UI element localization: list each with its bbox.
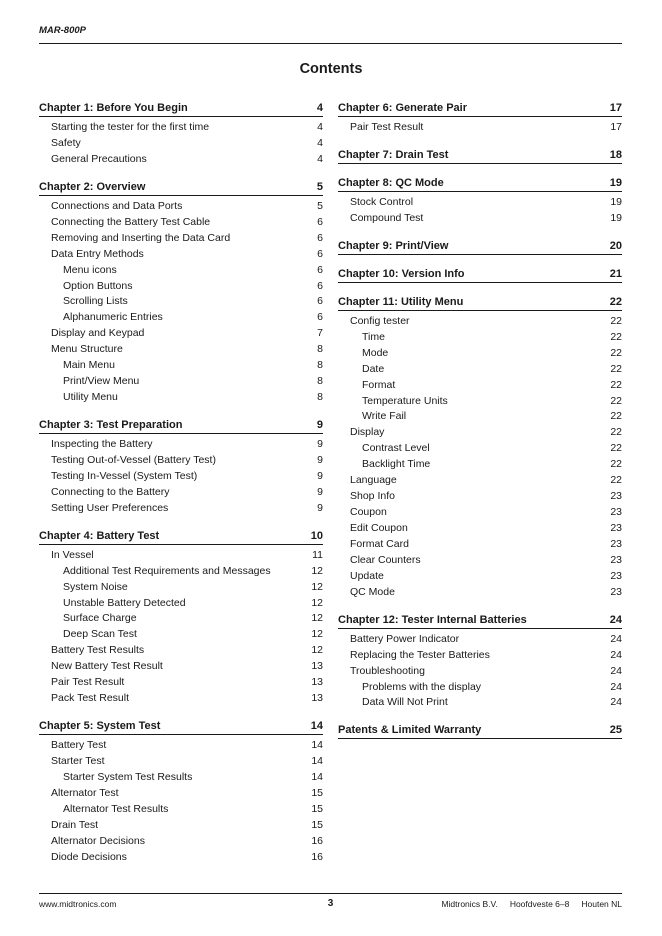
toc-entry-label: Starting the tester for the first time [51, 121, 210, 133]
toc-chapter [338, 238, 622, 255]
toc-entry[interactable] [338, 632, 622, 648]
toc-entry-label: Display [350, 426, 385, 439]
toc-entry-label: Print/View Menu [63, 375, 140, 388]
toc-entry-list [39, 738, 323, 866]
toc-entry-page: 22 [610, 394, 622, 407]
toc-entry[interactable] [39, 437, 323, 453]
toc-entry[interactable] [338, 120, 622, 136]
toc-chapter [338, 294, 622, 601]
toc-entry-page: 14 [311, 770, 323, 783]
toc-entry-label: Testing In-Vessel (System Test) [51, 469, 198, 482]
toc-entry[interactable] [39, 342, 323, 358]
toc-subentry[interactable] [338, 441, 622, 457]
toc-chapter [338, 100, 622, 136]
toc-entry[interactable] [338, 425, 622, 441]
toc-entry-page: 6 [317, 263, 323, 276]
toc-entry-label: Unstable Battery Detected [63, 596, 186, 609]
toc-entry-label: Starter System Test Results [63, 770, 193, 783]
toc-entry-page: 8 [317, 343, 323, 356]
toc-chapter-title: Chapter 11: Utility Menu [338, 295, 464, 308]
toc-entry-page: 4 [317, 152, 323, 165]
toc-subentry[interactable] [39, 611, 323, 627]
toc-entry[interactable] [39, 469, 323, 485]
toc-entry-list [338, 632, 622, 712]
toc-entry[interactable] [39, 850, 323, 866]
toc-entry-page: 22 [610, 362, 622, 375]
toc-entry-label: Connections and Data Ports [51, 199, 183, 212]
toc-entry-list [338, 314, 622, 601]
toc-chapter-page: 24 [609, 613, 622, 626]
footer-url[interactable]: www.midtronics.com [39, 899, 117, 909]
toc-entry[interactable] [39, 501, 323, 517]
toc-entry[interactable] [39, 834, 323, 850]
toc-entry-page: 9 [317, 485, 323, 498]
toc-entry-label: Language [350, 474, 397, 487]
toc-chapter-page: 17 [609, 102, 622, 114]
toc-entry-label: Data Will Not Print [362, 696, 448, 709]
toc-entry-label: Clear Counters [350, 553, 421, 566]
toc-entry-page: 19 [610, 211, 622, 224]
toc-chapter-title: Chapter 9: Print/View [338, 239, 449, 252]
toc-subentry[interactable] [338, 394, 622, 410]
toc-subentry[interactable] [338, 378, 622, 394]
toc-entry[interactable] [338, 473, 622, 489]
toc-subentry[interactable] [338, 680, 622, 696]
page-header [39, 24, 622, 44]
toc-entry-page: 8 [317, 391, 323, 404]
toc-entry-page: 7 [317, 327, 323, 340]
toc-subentry[interactable] [39, 310, 323, 326]
toc-subentry[interactable] [39, 564, 323, 580]
toc-chapter-page: 4 [316, 102, 323, 114]
toc-left-column [39, 100, 323, 877]
toc-entry[interactable] [39, 231, 323, 247]
toc-entry-page: 22 [610, 314, 622, 327]
toc-chapter-page: 14 [310, 720, 323, 733]
toc-chapter-page: 5 [316, 180, 323, 193]
toc-chapter-heading[interactable] [338, 238, 622, 255]
toc-subentry[interactable] [338, 457, 622, 473]
toc-entry-page: 24 [610, 664, 622, 677]
footer-page-number: 3 [327, 898, 334, 909]
toc-entry-label: Setting User Preferences [51, 501, 169, 514]
toc-entry-label: Safety [51, 136, 81, 149]
toc-entry-page: 9 [317, 501, 323, 514]
toc-entry-label: Battery Test Results [51, 644, 145, 657]
toc-entry-page: 19 [610, 195, 622, 208]
toc-chapter [39, 179, 323, 406]
toc-entry-page: 22 [610, 330, 622, 343]
toc-entry-page: 22 [610, 426, 622, 439]
toc-entry-label: Temperature Units [362, 394, 448, 407]
toc-entry[interactable] [39, 120, 323, 136]
toc-entry[interactable] [39, 786, 323, 802]
toc-entry-page: 15 [311, 786, 323, 799]
toc-entry-page: 23 [610, 490, 622, 503]
toc-subentry[interactable] [39, 596, 323, 612]
toc-entry-page: 6 [317, 247, 323, 260]
toc-entry-page: 12 [311, 564, 323, 577]
toc-entry[interactable] [39, 818, 323, 834]
toc-entry-page: 12 [311, 612, 323, 625]
toc-entry-page: 5 [317, 199, 323, 212]
toc-chapter-page: 10 [310, 529, 323, 542]
toc-entry-label: Removing and Inserting the Data Card [51, 231, 231, 244]
toc-entry-label: In Vessel [51, 548, 94, 561]
toc-entry-page: 9 [317, 469, 323, 482]
toc-entry-page: 16 [311, 834, 323, 847]
toc-subentry[interactable] [39, 580, 323, 596]
toc-entry-page: 6 [317, 295, 323, 308]
toc-entry-page: 22 [610, 442, 622, 455]
toc-chapter-title: Chapter 1: Before You Begin [39, 102, 188, 114]
document-model: MAR-800P [39, 25, 86, 36]
toc-entry-page: 23 [610, 553, 622, 566]
toc-entry-page: 22 [610, 474, 622, 487]
toc-entry-label: Inspecting the Battery [51, 438, 153, 450]
toc-entry-page: 6 [317, 311, 323, 324]
toc-subentry[interactable] [39, 802, 323, 818]
toc-entry-list [39, 548, 323, 707]
toc-entry-label: Alphanumeric Entries [63, 311, 163, 324]
toc-chapter [338, 147, 622, 164]
toc-entry[interactable] [39, 691, 323, 707]
toc-entry-label: Stock Control [350, 195, 414, 208]
toc-chapter-title: Chapter 7: Drain Test [338, 148, 449, 161]
toc-entry[interactable] [338, 648, 622, 664]
toc-entry-label: General Precautions [51, 152, 147, 165]
toc-entry-page: 15 [311, 818, 323, 831]
toc-entry-label: Problems with the display [362, 680, 482, 693]
toc-entry[interactable] [338, 569, 622, 585]
toc-subentry[interactable] [39, 279, 323, 295]
toc-entry-label: Starter Test [51, 755, 105, 767]
toc-entry-page: 12 [311, 644, 323, 657]
toc-subentry[interactable] [338, 362, 622, 378]
toc-entry-page: 6 [317, 279, 323, 292]
toc-chapter [338, 266, 622, 283]
toc-entry-label: Update [350, 569, 384, 582]
toc-entry[interactable] [39, 485, 323, 501]
toc-chapter-page: 18 [609, 148, 622, 161]
toc-entry[interactable] [338, 314, 622, 330]
toc-entry-label: Alternator Test Results [63, 802, 169, 815]
toc-entry-label: Menu icons [63, 263, 117, 276]
toc-entry-label: Display and Keypad [51, 327, 145, 340]
toc-subentry[interactable] [338, 695, 622, 711]
toc-chapter [338, 612, 622, 712]
toc-chapter-title: Chapter 8: QC Mode [338, 176, 444, 189]
toc-chapter-title: Chapter 10: Version Info [338, 267, 465, 280]
toc-entry-label: Troubleshooting [350, 664, 425, 677]
toc-subentry[interactable] [338, 330, 622, 346]
toc-entry[interactable] [338, 489, 622, 505]
toc-entry-page: 23 [610, 522, 622, 534]
toc-entry[interactable] [39, 453, 323, 469]
toc-subentry[interactable] [39, 390, 323, 406]
toc-entry-page: 17 [610, 121, 622, 133]
toc-right-column [338, 100, 622, 750]
toc-chapter-page: 9 [316, 419, 323, 431]
toc-entry[interactable] [39, 215, 323, 231]
toc-subentry[interactable] [39, 263, 323, 279]
toc-entry-label: Format Card [350, 537, 409, 550]
toc-entry-page: 14 [311, 755, 323, 767]
toc-entry-page: 4 [317, 136, 323, 149]
toc-chapter-page: 20 [609, 239, 622, 252]
toc-entry-page: 9 [317, 453, 323, 466]
toc-entry-label: Additional Test Requirements and Messages [63, 564, 271, 577]
toc-chapter-title: Chapter 3: Test Preparation [39, 419, 183, 431]
toc-entry[interactable] [39, 675, 323, 691]
toc-entry-page: 23 [610, 585, 622, 598]
toc-entry[interactable] [39, 152, 323, 168]
toc-entry[interactable] [39, 326, 323, 342]
toc-chapter-title: Chapter 4: Battery Test [39, 529, 160, 542]
toc-entry-label: New Battery Test Result [51, 660, 163, 673]
toc-entry-label: Utility Menu [63, 391, 118, 404]
toc-entry-label: Write Fail [362, 410, 407, 423]
toc-entry-page: 22 [610, 378, 622, 391]
toc-entry-page: 24 [610, 648, 622, 661]
toc-subentry[interactable] [39, 770, 323, 786]
toc-chapter-title: Patents & Limited Warranty [338, 724, 482, 737]
toc-entry-label: Mode [362, 346, 389, 359]
toc-entry-page: 22 [610, 346, 622, 359]
toc-entry-label: Edit Coupon [350, 522, 408, 534]
toc-entry-label: Connecting the Battery Test Cable [51, 215, 211, 228]
toc-chapter-title: Chapter 6: Generate Pair [338, 102, 467, 114]
toc-entry-page: 4 [317, 121, 323, 133]
toc-entry[interactable] [39, 136, 323, 152]
toc-entry-label: Testing Out-of-Vessel (Battery Test) [51, 453, 216, 466]
toc-entry-page: 15 [311, 802, 323, 815]
toc-entry-page: 11 [312, 548, 323, 561]
toc-chapter [338, 722, 622, 739]
toc-chapter [39, 100, 323, 168]
toc-entry-label: Deep Scan Test [63, 628, 137, 641]
toc-entry-page: 23 [610, 537, 622, 550]
toc-entry-label: Pack Test Result [51, 692, 130, 705]
toc-entry-list [338, 120, 622, 136]
toc-chapter-heading[interactable] [39, 718, 323, 735]
toc-entry-label: Alternator Test [51, 786, 119, 799]
toc-entry-page: 13 [311, 692, 323, 705]
toc-entry[interactable] [39, 548, 323, 564]
toc-entry-label: Option Buttons [63, 279, 133, 292]
toc-entry-label: Coupon [350, 506, 387, 519]
toc-chapter-title: Chapter 12: Tester Internal Batteries [338, 613, 527, 626]
toc-entry-page: 12 [311, 596, 323, 609]
toc-chapter-heading[interactable] [39, 417, 323, 434]
toc-entry[interactable] [338, 211, 622, 227]
footer-street: Hoofdveste 6–8 [509, 899, 570, 909]
toc-chapter-page: 25 [609, 724, 622, 737]
toc-entry-label: Backlight Time [362, 458, 431, 471]
toc-chapter [39, 718, 323, 866]
toc-chapter [39, 417, 323, 517]
toc-subentry[interactable] [39, 374, 323, 390]
toc-entry-page: 14 [311, 739, 323, 752]
toc-entry[interactable] [39, 643, 323, 659]
toc-entry-label: Connecting to the Battery [51, 485, 170, 498]
toc-chapter [338, 175, 622, 227]
toc-entry-label: Surface Charge [63, 612, 137, 625]
toc-entry-page: 22 [610, 410, 622, 423]
toc-entry-label: Shop Info [350, 490, 395, 503]
toc-entry-page: 9 [317, 438, 323, 450]
toc-chapter-page: 21 [609, 267, 622, 280]
toc-entry-page: 23 [610, 506, 622, 519]
toc-entry-page: 24 [610, 696, 622, 709]
toc-entry-label: QC Mode [350, 585, 395, 598]
toc-chapter [39, 528, 323, 707]
toc-entry[interactable] [338, 585, 622, 601]
toc-entry[interactable] [338, 537, 622, 553]
toc-chapter-heading[interactable] [338, 266, 622, 283]
toc-entry[interactable] [338, 505, 622, 521]
toc-entry-list [39, 120, 323, 168]
toc-entry-label: Contrast Level [362, 442, 430, 455]
toc-subentry[interactable] [39, 358, 323, 374]
toc-entry-label: Pair Test Result [350, 121, 424, 133]
toc-entry-label: Battery Test [51, 739, 107, 752]
toc-entry[interactable] [338, 195, 622, 211]
toc-entry-label: Menu Structure [51, 343, 123, 356]
toc-entry-label: Scrolling Lists [63, 295, 128, 308]
toc-entry-page: 13 [311, 676, 323, 689]
toc-entry[interactable] [338, 521, 622, 537]
toc-entry-page: 24 [610, 680, 622, 693]
toc-chapter-heading[interactable] [338, 175, 622, 192]
toc-entry-page: 22 [610, 458, 622, 471]
footer-city: Houten NL [581, 899, 622, 909]
toc-entry-label: Time [362, 330, 385, 343]
page-title: Contents [299, 61, 363, 77]
toc-entry-label: System Noise [63, 580, 128, 593]
toc-chapter-heading[interactable] [338, 612, 622, 629]
toc-entry-label: Replacing the Tester Batteries [350, 648, 490, 661]
toc-chapter-heading[interactable] [338, 147, 622, 164]
toc-subentry[interactable] [338, 409, 622, 425]
toc-entry-page: 6 [317, 215, 323, 228]
toc-entry-label: Battery Power Indicator [350, 632, 460, 645]
toc-chapter-title: Chapter 5: System Test [39, 720, 161, 733]
toc-entry-label: Diode Decisions [51, 850, 127, 863]
toc-entry-page: 8 [317, 375, 323, 388]
toc-entry[interactable] [39, 247, 323, 263]
toc-chapter-heading[interactable] [338, 294, 622, 311]
toc-entry-label: Config tester [350, 314, 410, 327]
toc-chapter-title: Chapter 2: Overview [39, 180, 146, 193]
toc-entry-label: Compound Test [350, 211, 424, 224]
toc-entry-page: 13 [311, 660, 323, 673]
toc-entry-label: Main Menu [63, 359, 115, 372]
toc-entry-page: 24 [610, 632, 622, 645]
toc-entry-page: 8 [317, 359, 323, 372]
toc-entry-list [39, 199, 323, 406]
toc-entry-page: 6 [317, 231, 323, 244]
page-footer [39, 893, 622, 914]
toc-entry[interactable] [338, 664, 622, 680]
toc-subentry[interactable] [39, 627, 323, 643]
toc-entry-list [39, 437, 323, 517]
toc-subentry[interactable] [39, 294, 323, 310]
toc-entry-page: 12 [311, 580, 323, 593]
toc-chapter-heading[interactable] [39, 100, 323, 117]
toc-entry-label: Data Entry Methods [51, 247, 144, 260]
toc-entry-label: Alternator Decisions [51, 834, 145, 847]
toc-entry[interactable] [338, 553, 622, 569]
toc-entry[interactable] [39, 754, 323, 770]
toc-entry-label: Date [362, 362, 385, 375]
toc-chapter-page: 22 [609, 295, 622, 308]
toc-entry[interactable] [39, 659, 323, 675]
toc-chapter-heading[interactable] [39, 528, 323, 545]
toc-chapter-page: 19 [609, 176, 622, 189]
toc-entry-page: 16 [311, 850, 323, 863]
footer-address [441, 898, 622, 910]
toc-chapter-heading[interactable] [39, 179, 323, 196]
toc-entry[interactable] [39, 199, 323, 215]
footer-company: Midtronics B.V. [441, 899, 498, 909]
toc-chapter-heading[interactable] [338, 100, 622, 117]
toc-subentry[interactable] [338, 346, 622, 362]
toc-entry-page: 23 [610, 569, 622, 582]
toc-entry-list [338, 195, 622, 227]
toc-entry-label: Format [362, 378, 396, 391]
toc-entry[interactable] [39, 738, 323, 754]
toc-entry-page: 12 [311, 628, 323, 641]
toc-chapter-heading[interactable] [338, 722, 622, 739]
toc-entry-label: Pair Test Result [51, 676, 125, 689]
toc-entry-label: Drain Test [51, 818, 99, 831]
